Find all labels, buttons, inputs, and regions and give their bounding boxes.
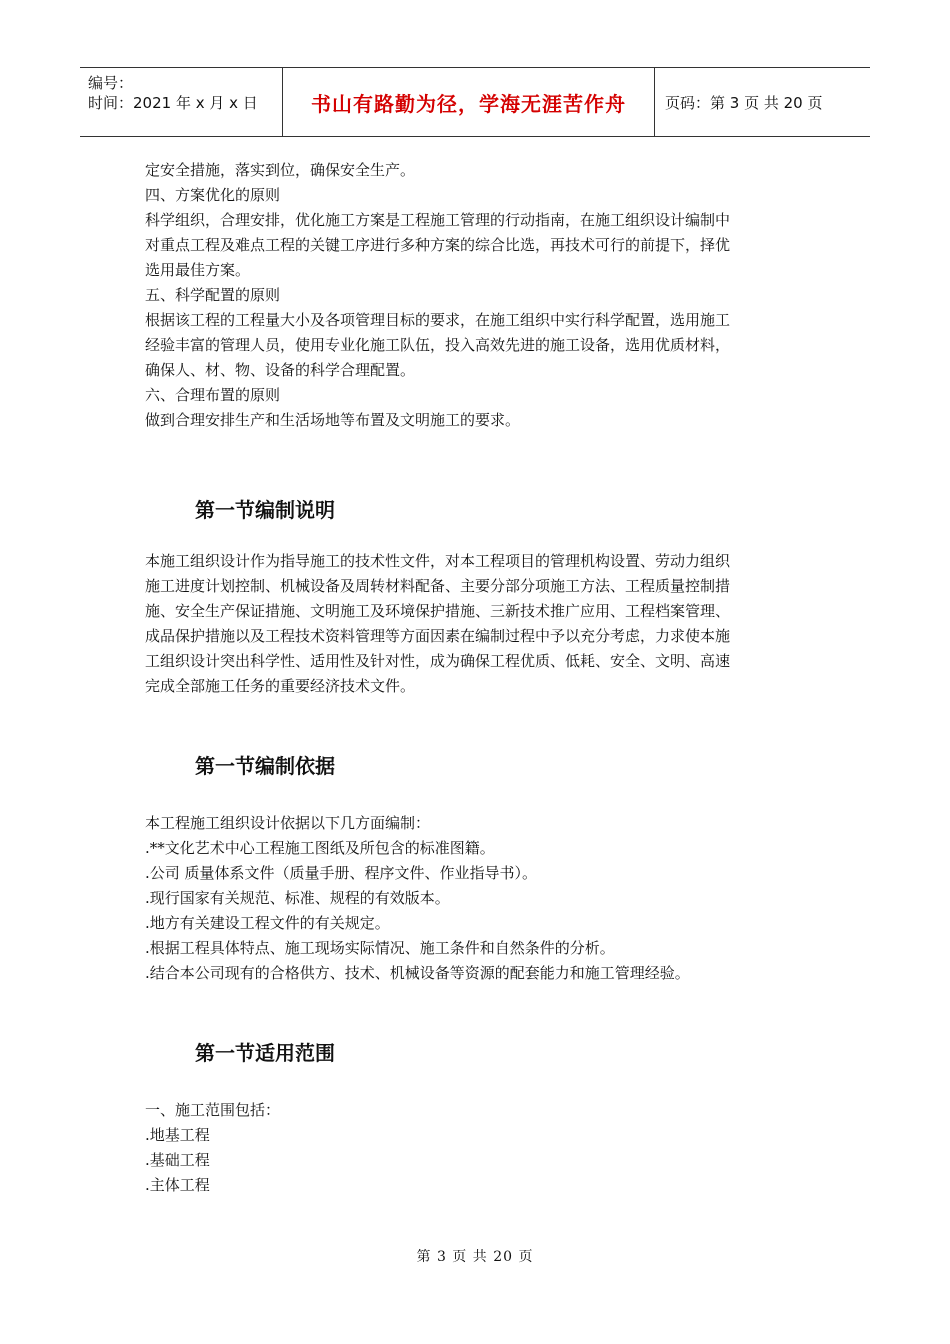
section1-line: 本施工组织设计作为指导施工的技术性文件，对本工程项目的管理机构设置、劳动力组织 [145, 552, 731, 570]
intro-line: 选用最佳方案。 [145, 261, 251, 279]
page-footer [0, 1246, 950, 1266]
intro-line: 做到合理安排生产和生活场地等布置及文明施工的要求。 [145, 411, 521, 429]
intro-line: 定安全措施，落实到位，确保安全生产。 [145, 161, 416, 179]
section2-line: .现行国家有关规范、标准、规程的有效版本。 [145, 889, 450, 907]
intro-line: 对重点工程及难点工程的关键工序进行多种方案的综合比选，再技术可行的前提下，择优 [145, 236, 731, 254]
section2-line: 本工程施工组织设计依据以下几方面编制： [145, 814, 431, 832]
section-heading-compilation-notes: 第一节编制说明 [195, 498, 335, 522]
intro-line: 五、科学配置的原则 [145, 286, 281, 304]
page-header [80, 67, 870, 137]
section3-line: 一、施工范围包括： [145, 1101, 281, 1119]
section3-line: .地基工程 [145, 1126, 210, 1144]
section1-line: 施工进度计划控制、机械设备及周转材料配备、主要分部分项施工方法、工程质量控制措 [145, 577, 731, 595]
intro-line: 六、合理布置的原则 [145, 386, 281, 404]
section-heading-compilation-basis: 第一节编制依据 [195, 754, 335, 778]
section1-line: 施、安全生产保证措施、文明施工及环境保护措施、三新技术推广应用、工程档案管理、 [145, 602, 731, 620]
header-page-cell [655, 68, 870, 136]
header-page-number: 页码：第 3 页 共 20 页 [665, 93, 823, 112]
section3-line: .基础工程 [145, 1151, 210, 1169]
section1-line: 成品保护措施以及工程技术资料管理等方面因素在编制过程中予以充分考虑，力求使本施 [145, 627, 731, 645]
section2-line: .公司 质量体系文件（质量手册、程序文件、作业指导书）。 [145, 864, 538, 882]
section2-line: .**文化艺术中心工程施工图纸及所包含的标准图籍。 [145, 839, 495, 857]
section-heading-scope: 第一节适用范围 [195, 1041, 335, 1065]
intro-line: 科学组织，合理安排，优化施工方案是工程施工管理的行动指南，在施工组织设计编制中 [145, 211, 731, 229]
intro-line: 确保人、材、物、设备的科学合理配置。 [145, 361, 416, 379]
section1-line: 工组织设计突出科学性、适用性及针对性，成为确保工程优质、低耗、安全、文明、高速 [145, 652, 731, 670]
document-body [145, 158, 810, 1198]
header-left-cell [80, 68, 282, 136]
header-motto-cell [282, 68, 655, 136]
section2-line: .根据工程具体特点、施工现场实际情况、施工条件和自然条件的分析。 [145, 939, 615, 957]
intro-line: 经验丰富的管理人员，使用专业化施工队伍，投入高效先进的施工设备，选用优质材料， [145, 336, 731, 354]
section2-line: .地方有关建设工程文件的有关规定。 [145, 914, 390, 932]
section1-line: 完成全部施工任务的重要经济技术文件。 [145, 677, 416, 695]
section3-line: .主体工程 [145, 1176, 210, 1194]
header-motto: 书山有路勤为径，学海无涯苦作舟 [311, 91, 626, 116]
intro-line: 四、方案优化的原则 [145, 186, 281, 204]
document-number-label: 编号： [88, 74, 134, 92]
intro-line: 根据该工程的工程量大小及各项管理目标的要求，在施工组织中实行科学配置，选用施工 [145, 311, 731, 329]
document-time-label: 时间：2021 年 x 月 x 日 [88, 94, 258, 112]
section2-line: .结合本公司现有的合格供方、技术、机械设备等资源的配套能力和施工管理经验。 [145, 964, 690, 982]
footer-page-number: 第 3 页 共 20 页 [416, 1249, 534, 1265]
